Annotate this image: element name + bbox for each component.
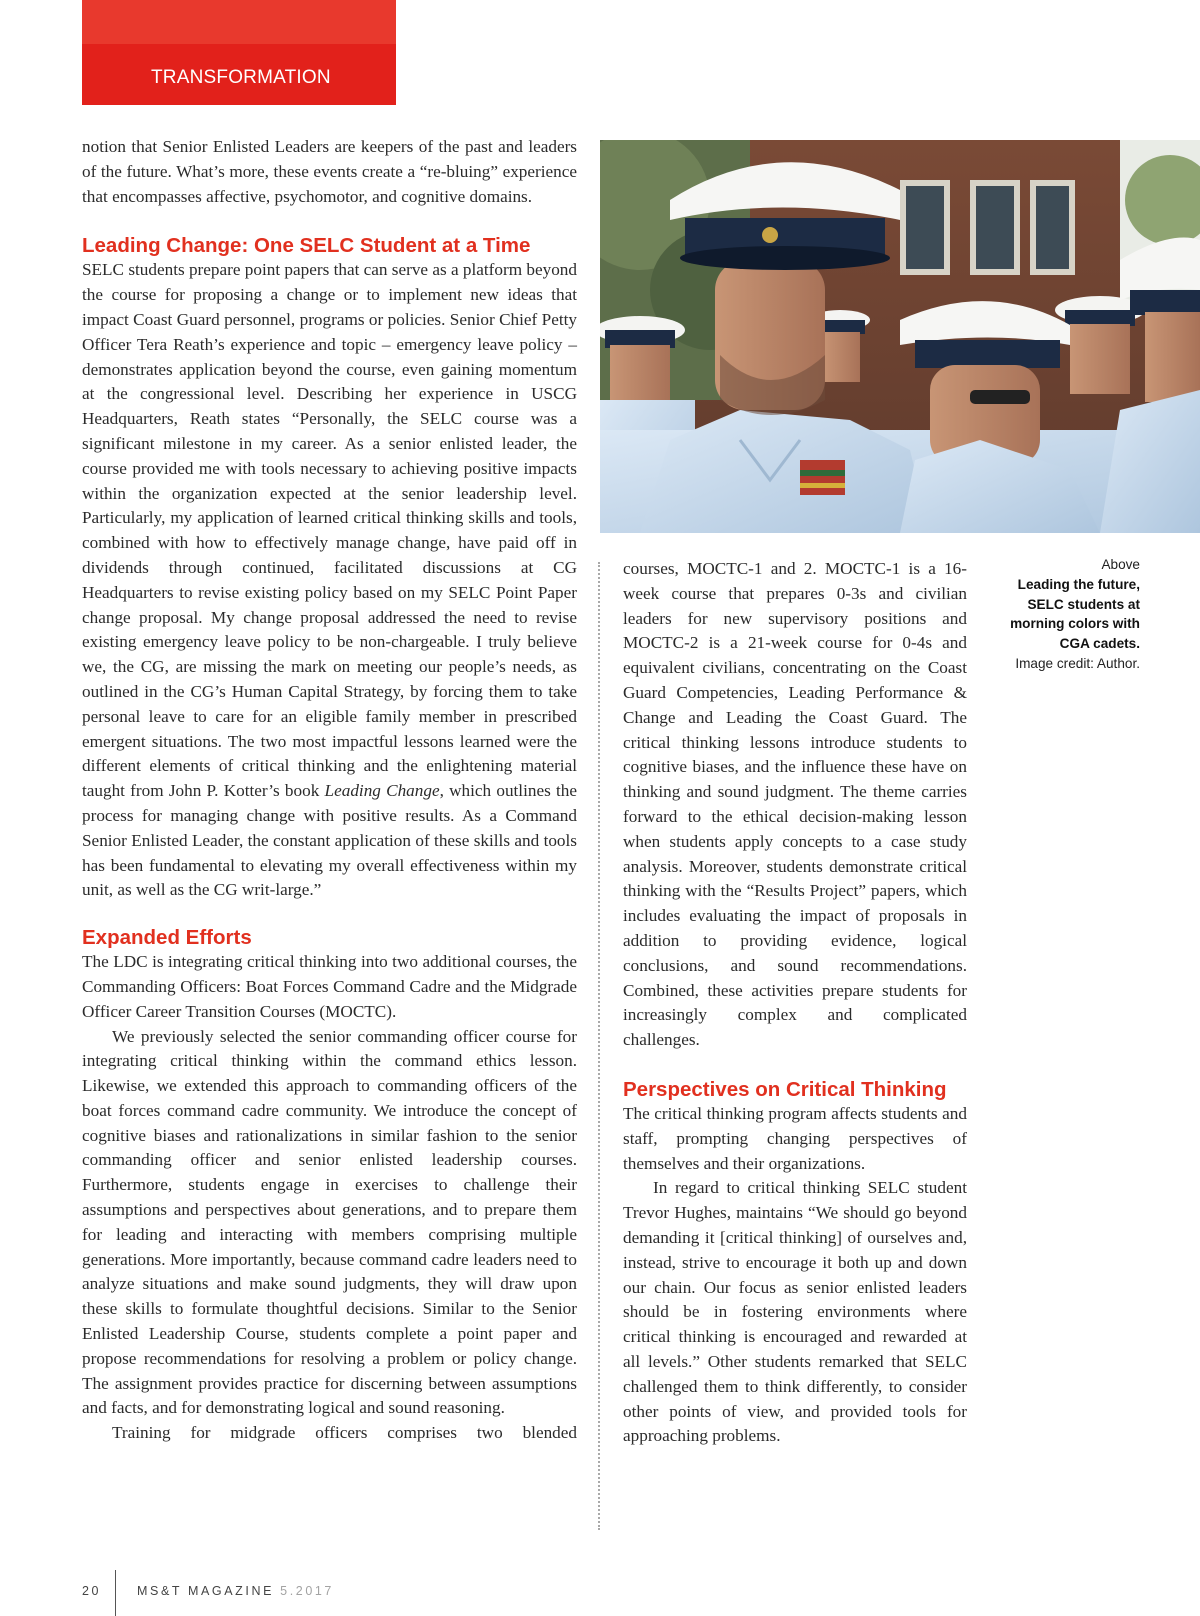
caption-title: Leading the future, SELC students at morning colors with CGA cadets. bbox=[1010, 576, 1140, 652]
paragraph: We previously selected the senior commanding officer course for integrating critical thinking within the command ethics lesson. Likewise, we extended this approach to commanding officers of the boat forces command cadre community. We introduce the concept of cognitive biases and rationalizations in similar fashion to the senior commanding officer and senior enlisted leadership courses. Furthermore, students engage in exercises to challenge their assumptions and perspectives about generations, and to prepare them for leading and interacting with members comprising multiple generations. More importantly, because command cadre leaders need to analyze situations and make sound judgments, they will draw upon these skills to formulate thoughtful decisions. Similar to the Senior Enlisted Leadership Course, students complete a point paper and propose recommendations for resolving a problem or policy change. The assignment provides practice for discerning between assumptions and facts, and for demonstrating logical and sound reasoning. bbox=[82, 1026, 577, 1418]
footer-divider bbox=[115, 1570, 116, 1616]
photo-caption bbox=[995, 555, 1140, 674]
section-tab bbox=[82, 0, 396, 105]
section-heading-leading-change: Leading Change: One SELC Student at a Time bbox=[82, 234, 531, 258]
page-number: 20 bbox=[82, 1584, 102, 1598]
paragraph: The LDC is integrating critical thinking into two additional courses, the Commanding Officers: Boat Forces Command Cadre and the Midgrade Officer Career Transition Courses (MOCTC). bbox=[82, 952, 577, 1021]
article-column-right bbox=[623, 557, 967, 1449]
photo-illustration bbox=[600, 140, 1200, 533]
caption-credit: Image credit: Author. bbox=[1015, 655, 1140, 671]
paragraph: In regard to critical thinking SELC student Trevor Hughes, maintains “We should go beyond demanding it [critical thinking] of ourselves and, instead, strive to encourage it both up and down our chain. Our focus as senior enlisted leaders should be in fostering environments where critical thinking is encouraged and rewarded at all levels.” Other students remarked that SELC challenged them to think differently, to consider other points of view, and provided tools for approaching problems. bbox=[623, 1178, 967, 1446]
paragraph: notion that Senior Enlisted Leaders are keepers of the past and leaders of the future. What’s more, these events create a “re-bluing” experience that encompasses affective, psychomotor, and cognitive domains. bbox=[82, 137, 577, 206]
article-column-left bbox=[82, 135, 577, 1446]
book-title: Leading Change bbox=[324, 781, 440, 801]
issue-date: 5.2017 bbox=[280, 1584, 334, 1598]
column-divider bbox=[598, 562, 600, 1530]
paragraph: The critical thinking program affects students and staff, prompting changing perspectives of themselves and their organizations. bbox=[623, 1103, 967, 1173]
caption-label: Above bbox=[1101, 557, 1140, 572]
photo-selc-students bbox=[600, 140, 1200, 533]
paragraph: SELC students prepare point papers that can serve as a platform beyond the course for proposing a change or to implement new ideas that impact Coast Guard personnel, programs or policies. Senior Chief Petty Officer Tera Reath’s experience and topic – emergency leave policy – demonstrates application beyond the course, even gaining momentum at the congressional level. Describing her experience in USCG Headquarters, Reath states “Personally, the SELC course was a significant milestone in my career. As a senior enlisted leader, the course provided me with tools necessary to achieving positive impacts within the organization expected at the senior leadership level. Particularly, my application of learned critical thinking skills and tools, combined with how to effectively manage change, have paid off in dividends through continued, facilitated discussions at CG Headquarters to revise existing policy based on my SELC Point Paper change proposal. My change proposal addressed the need to revise existing emergency leave policy to be non-chargeable. I truly believe we, the CG, are missing the mark on meeting our people’s needs, as outlined in the CG’s Human Capital Strategy, by forcing them to take personal leave to care for an eligible family member in prescribed emergent situations. The two most impactful lessons learned were the different elements of critical thinking and the enlightening material taught from John P. Kotter’s book Leading Change, which outlines the process for managing change with positive results. As a Command Senior Enlisted Leader, the constant application of these skills and tools has been fundamental to elevating my overall effectiveness within my unit, as well as the CG writ-large.” bbox=[82, 260, 577, 900]
paragraph: courses, MOCTC-1 and 2. MOCTC-1 is a 16-week course that prepares 0-3s and civilian leaders for new supervisory positions and MOCTC-2 is a 21-week course for 0-4s and equivalent civilians, concentrating on the Coast Guard Competencies, Leading Performance & Change and Leading the Coast Guard. The critical thinking lessons introduce students to cognitive biases, and the influence these have on thinking and sound judgment. The theme carries forward to the ethical decision-making lesson when students apply concepts to a case study analysis. Moreover, students demonstrate critical thinking with the “Results Project” papers, which includes evaluating the impact of proposals in addition to providing evidence, logical conclusions, and sound recommendations. Combined, these activities prepare students for increasingly complex and complicated challenges. bbox=[623, 559, 967, 1050]
section-label: TRANSFORMATION bbox=[151, 67, 331, 88]
paragraph: Training for midgrade officers comprises two blended bbox=[112, 1423, 577, 1443]
section-heading-expanded-efforts: Expanded Efforts bbox=[82, 926, 252, 950]
section-heading-perspectives: Perspectives on Critical Thinking bbox=[623, 1077, 947, 1101]
magazine-name: MS&T MAGAZINE 5.2017 bbox=[137, 1584, 334, 1598]
